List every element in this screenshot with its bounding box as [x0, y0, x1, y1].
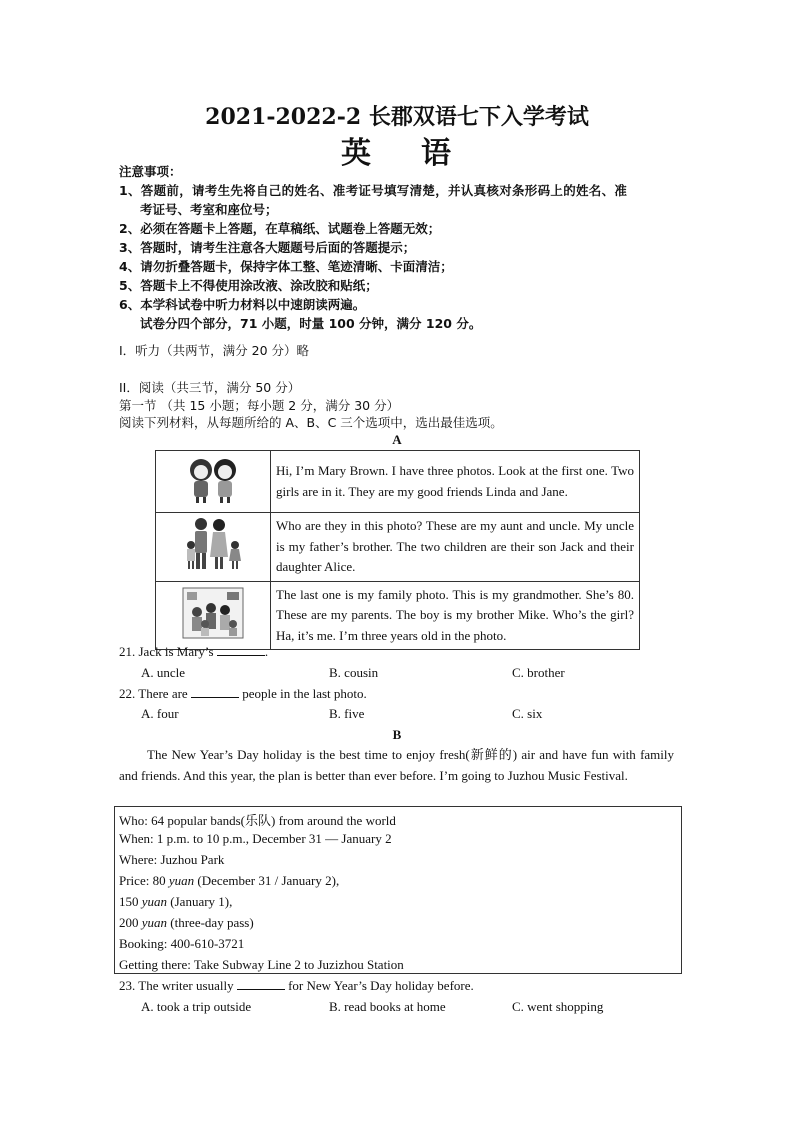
- question-23: [119, 978, 474, 994]
- notice-item-5: 5、答题卡上不得使用涂改液、涂改胶和贴纸；: [119, 278, 378, 293]
- question-21-stem-end: .: [264, 644, 269, 659]
- question-23-blank: [237, 979, 285, 990]
- photo-text-3: The last one is my family photo. This is my grandmother. She’s 80. These are my parents. The boy is my brother Mike. Who’s the girl? Ha, it’s me. I’m three years old in the photo.: [271, 581, 640, 650]
- question-22-blank: [191, 687, 239, 698]
- section-1-heading: 第一节 （共 15 小题；每小题 2 分，满分 30 分）: [119, 398, 400, 413]
- question-22-stem-end: people in the last photo.: [242, 686, 367, 701]
- price-unit-3: yuan: [141, 915, 168, 930]
- notice-item-6: 6、本学科试卷中听力材料以中速朗读两遍。: [119, 297, 366, 312]
- passage-a-label: A: [392, 432, 402, 447]
- passage-b-text: The New Year’s Day holiday is the best time to enjoy fresh(新鲜的) air and have fun with family and friends. And this year, the plan is better than ever before. I’m going to Juzhou Music Festival.: [119, 747, 674, 783]
- question-21: [119, 644, 268, 660]
- info-when: When: 1 p.m. to 10 p.m., December 31 — January 2: [119, 831, 392, 846]
- q21-option-c: C. brother: [512, 665, 565, 680]
- info-price-3: [119, 915, 254, 931]
- two-girls-illustration-icon: [181, 454, 245, 504]
- question-21-stem: 21. Jack is Mary’s: [119, 644, 214, 659]
- info-getting-there: Getting there: Take Subway Line 2 to Juzizhou Station: [119, 957, 404, 972]
- info-booking: Booking: 400-610-3721: [119, 936, 245, 951]
- price-3-value: 200: [119, 915, 139, 930]
- price-label: Price: 80: [119, 873, 166, 888]
- photo-cell-1: [156, 451, 271, 513]
- q23-option-a: A. took a trip outside: [141, 999, 252, 1014]
- photo-row-3: [156, 581, 640, 650]
- subject-char-2: 语: [421, 136, 453, 171]
- info-who: Who: 64 popular bands(乐队) from around the world: [119, 813, 396, 828]
- family-of-four-illustration-icon: [183, 515, 243, 573]
- passage-b-label: B: [392, 727, 402, 742]
- notice-item-1b: 考证号、考室和座位号；: [140, 202, 278, 217]
- q21-option-a: A. uncle: [141, 665, 186, 680]
- photo-text-2: Who are they in this photo? These are my aunt and uncle. My uncle is my father’s brother. The two children are their son Jack and their daughter Alice.: [271, 513, 640, 582]
- photo-row-2: [156, 513, 640, 582]
- price-2-note: (January 1),: [170, 894, 233, 909]
- festival-info-box: [114, 806, 682, 974]
- notice-summary: 试卷分四个部分，71 小题，时量 100 分钟，满分 120 分。: [140, 316, 482, 331]
- photo-cell-3: [156, 581, 271, 650]
- photo-cell-2: [156, 513, 271, 582]
- q22-option-a: A. four: [141, 706, 179, 721]
- price-1-note: (December 31 / January 2),: [197, 873, 340, 888]
- notice-item-2: 2、必须在答题卡上答题，在草稿纸、试题卷上答题无效；: [119, 221, 441, 236]
- family-photo-illustration-icon: [181, 586, 245, 640]
- q23-option-c: C. went shopping: [512, 999, 604, 1014]
- notice-item-3: 3、答题时，请考生注意各大题题号后面的答题提示；: [119, 240, 416, 255]
- question-22: [119, 686, 367, 702]
- reading-instruction: 阅读下列材料，从每题所给的 A、B、C 三个选项中，选出最佳选项。: [119, 415, 503, 430]
- photo-row-1: [156, 451, 640, 513]
- subject-char-1: 英: [341, 136, 373, 171]
- info-price-2: [119, 894, 232, 910]
- question-21-blank: [217, 645, 265, 656]
- info-where: Where: Juzhou Park: [119, 852, 225, 867]
- question-23-stem-end: for New Year’s Day holiday before.: [288, 978, 474, 993]
- notice-item-4: 4、请勿折叠答题卡，保持字体工整、笔迹清晰、卡面清洁；: [119, 259, 453, 274]
- price-3-note: (three-day pass): [170, 915, 254, 930]
- notice-item-1a: 1、答题前，请考生先将自己的姓名、准考证号填写清楚，并认真核对条形码上的姓名、准: [119, 183, 628, 198]
- q23-option-b: B. read books at home: [329, 999, 446, 1014]
- question-23-stem: 23. The writer usually: [119, 978, 234, 993]
- q21-option-b: B. cousin: [329, 665, 379, 680]
- question-22-stem: 22. There are: [119, 686, 188, 701]
- price-unit-2: yuan: [141, 894, 168, 909]
- part-2-heading: II．阅读（共三节，满分 50 分）: [119, 380, 301, 395]
- price-unit-1: yuan: [168, 873, 195, 888]
- info-price-1: [119, 873, 339, 889]
- notice-heading: 注意事项：: [119, 164, 182, 179]
- exam-title: 2021-2022-2 长郡双语七下入学考试: [205, 104, 589, 130]
- q22-option-b: B. five: [329, 706, 365, 721]
- part-1-heading: I．听力（共两节，满分 20 分）略: [119, 343, 310, 358]
- photo-text-1: Hi, I’m Mary Brown. I have three photos. Look at the first one. Two girls are in it. They are my good friends Linda and Jane.: [271, 451, 640, 513]
- price-2-value: 150: [119, 894, 139, 909]
- q22-option-c: C. six: [512, 706, 543, 721]
- photo-table: [155, 450, 640, 650]
